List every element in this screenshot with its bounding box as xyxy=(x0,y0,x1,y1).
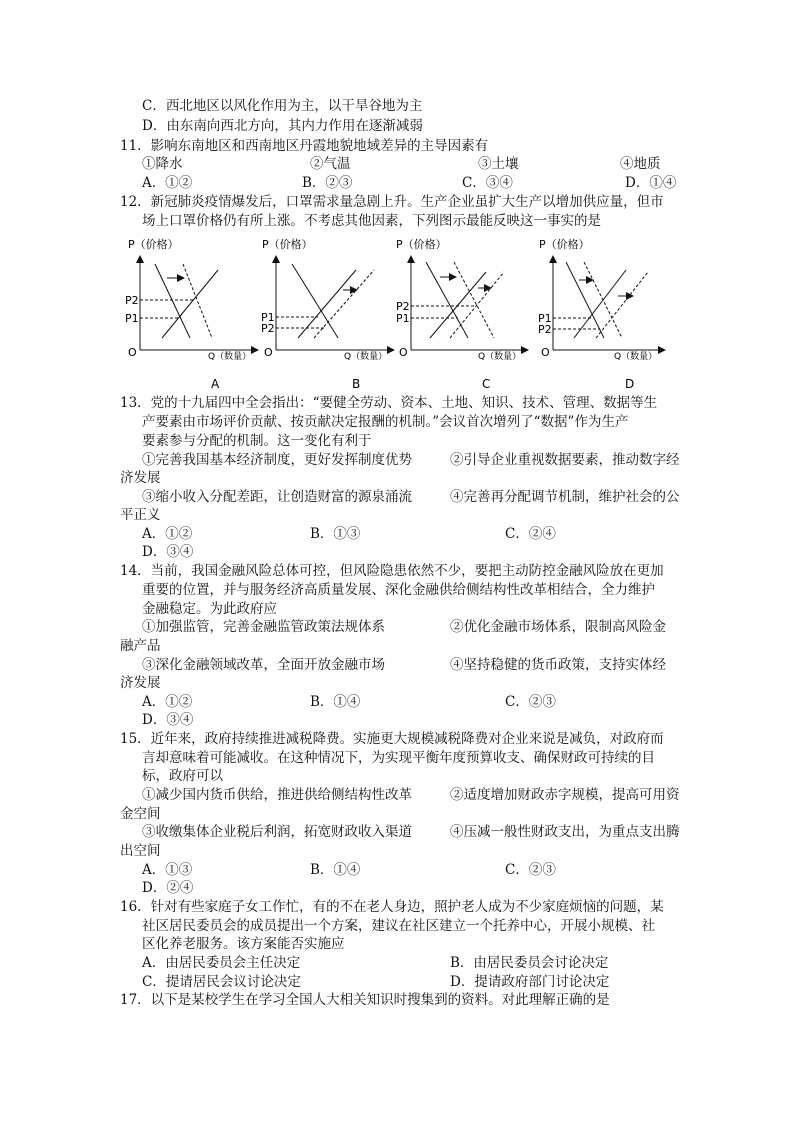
q16-option-b: B．由居民委员会讨论决定 xyxy=(450,955,609,971)
q16-stem-line2: 社区居民委员会的成员提出一个方案，建议在社区建立一个托养中心，开展小规模、社 xyxy=(142,918,655,934)
graph-b-upper-label: P1 xyxy=(261,311,275,324)
graph-b-xlabel: Q（数量） xyxy=(344,352,388,362)
graph-d-xlabel: Q（数量） xyxy=(614,352,658,362)
graph-b xyxy=(261,237,394,391)
graph-c-letter: C xyxy=(482,377,491,391)
q17-stem: 17．以下是某校学生在学习全国人大相关知识时搜集到的资料。对此理解正确的是 xyxy=(120,992,610,1008)
q15-stem-line2: 言却意味着可能减收。在这种情况下，为实现平衡年度预算收支、确保财政可持续的目 xyxy=(142,750,655,766)
q14-option-c: C．②③ xyxy=(505,694,556,710)
q11-item-4: ④地质 xyxy=(620,156,661,172)
q10-option-c: C．西北地区以风化作用为主，以干旱谷地为主 xyxy=(142,98,423,114)
graph-b-demand-curve xyxy=(292,264,338,338)
q14-stem-line3: 金融稳定。为此政府应 xyxy=(142,601,277,617)
graph-c-demand-shifted xyxy=(454,262,494,338)
q14-item-4-cont: 济发展 xyxy=(120,675,161,691)
q14-option-a: A．①② xyxy=(142,694,193,710)
q16-stem-line1: 16．针对有些家庭子女工作忙，有的不在老人身边，照护老人成为不少家庭烦恼的问题，某 xyxy=(120,899,664,915)
graph-a-supply-curve xyxy=(162,270,218,338)
graph-a-demand-shifted xyxy=(183,264,212,338)
q11-option-a: A．①② xyxy=(142,175,193,191)
q13-item-4-cont: 平正义 xyxy=(120,507,161,523)
q15-option-b: B．①④ xyxy=(310,862,361,878)
q11-item-3: ③土壤 xyxy=(478,156,519,172)
graph-d-demand-curve xyxy=(566,262,604,338)
q14-item-1: ①加强监管，完善金融监管政策法规体系 xyxy=(142,619,385,635)
q14-stem-line2: 重要的位置，并与服务经济高质量发展、深化金融供给侧结构性改革相结合，全力维护 xyxy=(142,582,655,598)
graph-d-lower-label: P2 xyxy=(538,323,552,336)
q15-item-2: ②适度增加财政赤字规模，提高可用资 xyxy=(450,787,680,803)
q14-stem-line1: 14．当前，我国金融风险总体可控，但风险隐患依然不少，要把主动防控金融风险放在更加 xyxy=(120,563,664,579)
q16-option-d: D．提请政府部门讨论决定 xyxy=(450,974,610,990)
graph-c-xlabel: Q（数量） xyxy=(478,352,522,362)
q12-graphs xyxy=(0,0,794,400)
q11-stem: 11．影响东南地区和西南地区丹霞地貌地域差异的主导因素有 xyxy=(120,138,489,154)
q16-stem-line3: 区化养老服务。该方案能否实施应 xyxy=(142,936,345,952)
q14-item-2: ②优化金融市场体系，限制高风险金 xyxy=(450,619,666,635)
q13-item-2: ②引导企业重视数据要素，推动数字经 xyxy=(450,452,680,468)
graph-a xyxy=(125,237,258,391)
graph-d-origin: O xyxy=(541,346,550,359)
q15-stem-line3: 标，政府可以 xyxy=(142,768,223,784)
q11-option-c: C．③④ xyxy=(462,175,513,191)
graph-c xyxy=(396,237,528,391)
q15-item-4: ④压减一般性财政支出，为重点支出腾 xyxy=(450,824,680,840)
graph-c-lower-label: P1 xyxy=(396,312,410,325)
q11-option-b: B．②③ xyxy=(302,175,353,191)
graph-b-origin: O xyxy=(264,346,273,359)
q15-item-2-cont: 金空间 xyxy=(120,806,161,822)
q13-option-c: C．②④ xyxy=(505,526,556,542)
q13-stem-line3: 要素参与分配的机制。这一变化有利于 xyxy=(142,433,372,449)
q13-option-a: A．①② xyxy=(142,526,193,542)
graph-a-letter: A xyxy=(211,377,220,391)
q14-option-d: D．③④ xyxy=(142,712,194,728)
q15-option-d: D．②④ xyxy=(142,880,194,896)
graph-a-upper-label: P2 xyxy=(125,294,139,307)
q12-stem-line2: 场上口罩价格仍有所上涨。不考虑其他因素，下列图示最能反映这一事实的是 xyxy=(142,213,601,229)
q14-item-4: ④坚持稳健的货币政策，支持实体经 xyxy=(450,657,666,673)
q11-option-d: D．①④ xyxy=(625,175,677,191)
graph-c-upper-label: P2 xyxy=(396,300,410,313)
q16-option-c: C．提请居民会议讨论决定 xyxy=(142,974,301,990)
graph-a-origin: O xyxy=(128,346,137,359)
q15-item-1: ①减少国内货币供给，推进供给侧结构性改革 xyxy=(142,787,412,803)
q12-stem-line1: 12．新冠肺炎疫情爆发后，口罩需求量急剧上升。生产企业虽扩大生产以增加供应量，但市 xyxy=(120,194,664,210)
graph-a-lower-label: P1 xyxy=(125,312,139,325)
q15-item-3: ③收缴集体企业税后利润，拓宽财政收入渠道 xyxy=(142,824,412,840)
q15-option-c: C．②③ xyxy=(505,862,556,878)
q11-item-1: ①降水 xyxy=(142,156,183,172)
q13-stem-line1: 13．党的十九届四中全会指出：“要健全劳动、资本、土地、知识、技术、管理、数据等生 xyxy=(120,395,658,411)
q15-item-4-cont: 出空间 xyxy=(120,843,161,859)
q14-item-3: ③深化金融领域改革，全面开放金融市场 xyxy=(142,657,385,673)
q14-option-b: B．①④ xyxy=(310,694,361,710)
graph-a-demand-curve xyxy=(155,264,190,338)
graph-d-letter: D xyxy=(625,377,635,391)
graph-d-upper-label: P1 xyxy=(538,312,552,325)
q13-item-3: ③缩小收入分配差距，让创造财富的源泉涌流 xyxy=(142,489,412,505)
graph-d-supply-shifted xyxy=(596,272,648,338)
q13-option-d: D．③④ xyxy=(142,544,194,560)
graph-a-xlabel: Q（数量） xyxy=(208,352,252,362)
q14-item-2-cont: 融产品 xyxy=(120,638,161,654)
graph-c-origin: O xyxy=(399,346,408,359)
graph-a-ylabel: P（价格） xyxy=(128,238,179,251)
graph-b-lower-label: P2 xyxy=(261,322,275,335)
q10-option-d: D．由东南向西北方向，其内力作用在逐渐减弱 xyxy=(142,118,423,134)
q15-option-a: A．①③ xyxy=(142,862,193,878)
q13-item-1: ①完善我国基本经济制度，更好发挥制度优势 xyxy=(142,452,412,468)
q11-item-2: ②气温 xyxy=(310,156,351,172)
q13-item-4: ④完善再分配调节机制，维护社会的公 xyxy=(450,489,680,505)
graph-c-ylabel: P（价格） xyxy=(396,238,447,251)
graph-d-ylabel: P（价格） xyxy=(539,238,590,251)
graph-d xyxy=(538,237,665,391)
q13-option-b: B．①③ xyxy=(310,526,361,542)
q16-option-a: A．由居民委员会主任决定 xyxy=(142,955,301,971)
graph-b-ylabel: P（价格） xyxy=(262,238,313,251)
q13-item-2-cont: 济发展 xyxy=(120,470,161,486)
graph-b-letter: B xyxy=(352,377,361,391)
q13-stem-line2: 产要素由市场评价贡献、按贡献决定报酬的机制。”会议首次增列了“数据”作为生产 xyxy=(142,414,629,430)
q15-stem-line1: 15．近年来，政府持续推进减税降费。实施更大规模减税降费对企业来说是减负，对政府而 xyxy=(120,731,664,747)
